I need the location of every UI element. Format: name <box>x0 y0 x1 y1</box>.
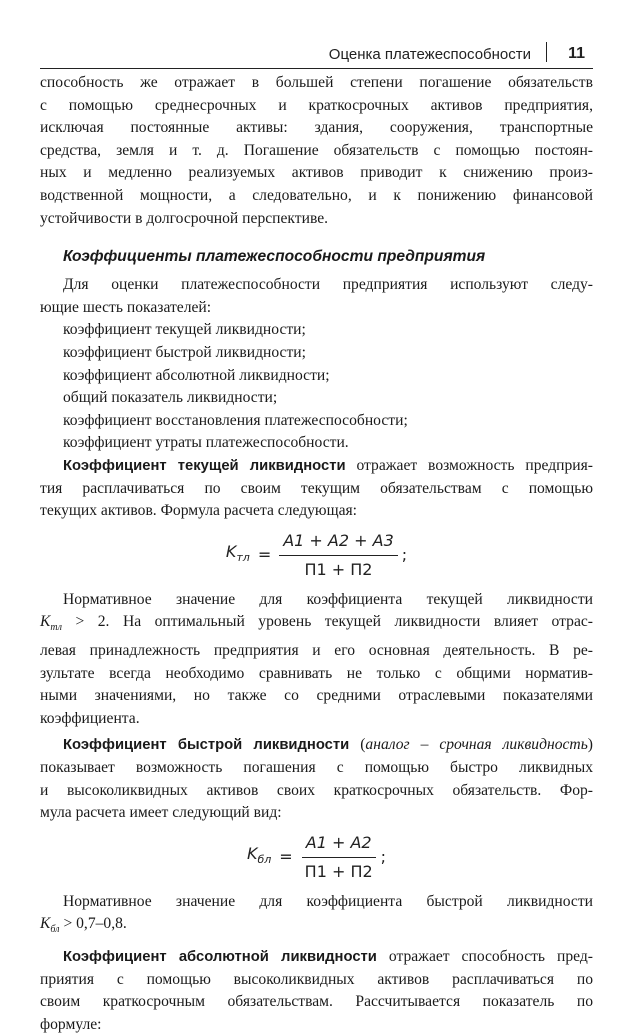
text-line: показывает возможность погашения с помощью быстро ликвидных <box>40 758 593 776</box>
text-line: устойчивости в долгосрочной перспективе. <box>40 209 329 227</box>
text-fragment: ) <box>587 736 593 754</box>
text-line: левая принадлежность предприятия и его основная деятельность. В ре- <box>40 641 593 659</box>
term-quick-liquidity: Коэффициент быстрой ликвидности <box>63 737 350 754</box>
running-header-title: Оценка платежеспособности <box>328 46 531 63</box>
paragraph-continuation <box>40 72 593 230</box>
text-line: коэффициента. <box>40 709 140 727</box>
text-line <box>40 946 593 969</box>
list-item: коэффициент быстрой ликвидности; <box>63 343 306 361</box>
list-item: коэффициент текущей ликвидности; <box>63 321 306 339</box>
intro-paragraph <box>40 274 593 319</box>
text-fragment: > 0,7–0,8. <box>59 915 127 933</box>
k-subscript: бл <box>50 924 60 936</box>
formula-subscript: бл <box>257 853 272 867</box>
formula-fraction <box>279 530 398 582</box>
text-line: способность же отражает в большей степени погашение обязательств <box>40 74 593 91</box>
formula-quick-liquidity <box>40 825 593 891</box>
list-item: общий показатель ликвидности; <box>63 389 278 407</box>
text-line: текущих активов. Формула расчета следующая: <box>40 502 358 520</box>
formula-symbol: K <box>225 542 237 562</box>
text-line: с помощью среднесрочных и краткосрочных активов предприятия, <box>40 96 593 114</box>
formula-numerator: A1 + A2 <box>302 832 376 859</box>
text-line <box>40 913 593 942</box>
text-line <box>40 611 593 640</box>
text-line: своим краткосрочным обязательствам. Рассчитывается показатель по <box>40 993 593 1011</box>
list-item: коэффициент восстановления платежеспособности; <box>63 411 408 429</box>
absolute-liquidity-paragraph <box>40 946 593 1036</box>
formula-current-liquidity <box>40 523 593 589</box>
list-item: коэффициент абсолютной ликвидности; <box>63 366 330 384</box>
indicator-list <box>40 319 593 455</box>
formula-denominator: П1 + П2 <box>304 862 373 882</box>
text-line: ными значениями, но также со средними отраслевыми показателями <box>40 687 593 705</box>
text-line: формуле: <box>40 1015 102 1033</box>
formula-subscript: тл <box>236 551 250 565</box>
page-number: 11 <box>568 45 585 62</box>
text-line: Нормативное значение для коэффициента быстрой ликвидности <box>63 892 593 910</box>
formula-numerator: A1 + A2 + A3 <box>279 530 398 557</box>
text-line: ющие шесть показателей: <box>40 298 212 316</box>
formula-lhs <box>247 843 271 872</box>
text-line <box>40 455 593 478</box>
k-letter: K <box>40 915 51 933</box>
text-line: Для оценки платежеспособности предприятия используют следу- <box>63 276 593 294</box>
text-line: средства, земля и т. д. Погашение обязательств с помощью постоян- <box>40 141 593 159</box>
text-fragment: ( <box>349 736 366 754</box>
list-item: коэффициент утраты платежеспособности. <box>63 434 349 452</box>
text-line: Нормативное значение для коэффициента текущей ликвидности <box>63 590 593 608</box>
text-line: и высоколиквидных активов своих краткосрочных обязательств. Фор- <box>40 781 593 799</box>
formula-symbol: K <box>246 844 258 864</box>
text-line: тия расплачиваться по своим текущим обязательствам с помощью <box>40 479 593 497</box>
text-line: водственной мощности, а следовательно, и к понижению финансовой <box>40 186 593 204</box>
header-separator <box>546 42 548 62</box>
text-fragment: отражает способность пред- <box>376 948 593 966</box>
text-line: исключая постоянные активы: здания, сооружения, транспортные <box>40 119 593 137</box>
formula-lhs <box>226 541 250 570</box>
k-subscript: тл <box>50 622 62 634</box>
text-line <box>40 734 593 757</box>
current-liquidity-paragraph <box>40 455 593 523</box>
k-symbol <box>40 915 60 936</box>
term-current-liquidity: Коэффициент текущей ликвидности <box>63 457 346 474</box>
analog-note: аналог – срочная ликвидность <box>365 736 588 754</box>
k-symbol <box>40 613 62 634</box>
formula-equals: = <box>257 545 272 565</box>
text-fragment: отражает возможность предприя- <box>345 456 593 474</box>
formula-semicolon: ; <box>401 545 408 565</box>
norm-quick-paragraph <box>40 891 593 942</box>
norm-current-paragraph <box>40 589 593 731</box>
formula-denominator: П1 + П2 <box>304 560 373 580</box>
formula-equals: = <box>279 847 293 867</box>
formula-semicolon: ; <box>380 847 387 867</box>
text-line: ных и медленно реализуемых активов приводит к снижению произ- <box>40 164 593 182</box>
k-letter: K <box>40 613 51 631</box>
text-line: зультате всегда необходимо сравнивать не только с общими норматив- <box>40 664 593 682</box>
quick-liquidity-paragraph <box>40 734 593 824</box>
text-line: мула расчета имеет следующий вид: <box>40 804 282 822</box>
formula-fraction <box>301 832 377 884</box>
term-absolute-liquidity: Коэффициент абсолютной ликвидности <box>63 949 377 966</box>
running-header <box>40 36 593 69</box>
page-body <box>40 72 593 1036</box>
text-fragment: > 2. На оптимальный уровень текущей ликвидности влияет отрас- <box>62 613 593 631</box>
section-heading: Коэффициенты платежеспособности предприятия <box>63 248 486 266</box>
text-line: приятия с помощью высоколиквидных активов расплачиваться по <box>40 970 593 988</box>
